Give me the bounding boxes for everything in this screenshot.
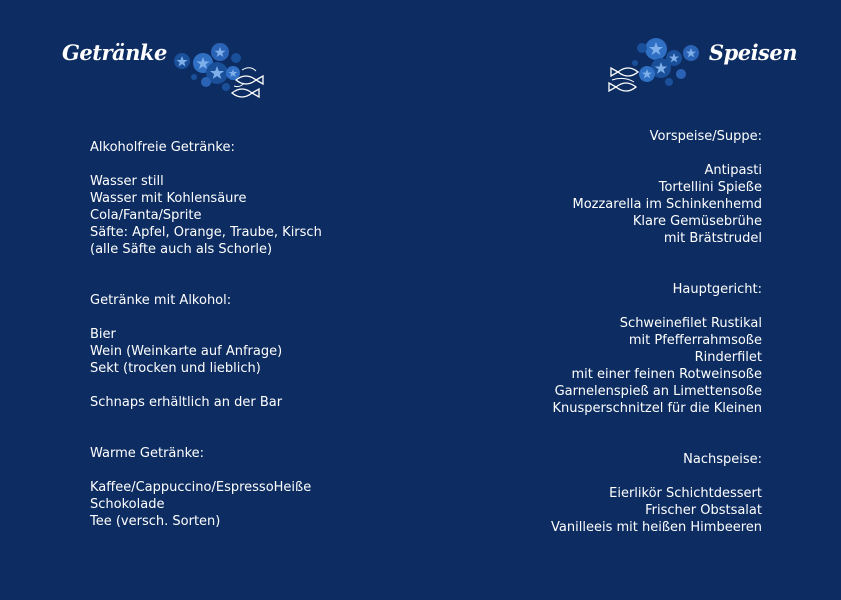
menu-item: Garnelenspieß an Limettensoße bbox=[554, 384, 762, 399]
menu-item: Bier bbox=[90, 327, 116, 342]
menu-item: Schnaps erhältlich an der Bar bbox=[90, 395, 283, 410]
menu-item: Mozzarella im Schinkenhemd bbox=[572, 197, 762, 212]
menu-item: (alle Säfte auch als Schorle) bbox=[90, 242, 273, 257]
menu-spacer bbox=[432, 247, 762, 264]
menu-item: Wein (Weinkarte auf Anfrage) bbox=[90, 344, 283, 359]
menu-section-title: Getränke mit Alkohol: bbox=[90, 293, 232, 308]
menu-spacer bbox=[90, 156, 390, 173]
menu-section-title: Hauptgericht: bbox=[672, 282, 762, 297]
menu-spacer bbox=[90, 377, 390, 394]
menu-item: Sekt (trocken und lieblich) bbox=[90, 361, 261, 376]
menu-item: Antipasti bbox=[704, 163, 762, 178]
bubbles-stars-fish-icon bbox=[170, 36, 270, 100]
food-heading: Speisen bbox=[708, 40, 797, 65]
menu-item: Säfte: Apfel, Orange, Traube, Kirsch bbox=[90, 225, 322, 240]
menu-item: mit Brätstrudel bbox=[663, 231, 762, 246]
menu-spacer bbox=[90, 462, 390, 479]
menu-spacer bbox=[90, 309, 390, 326]
menu-item: Frischer Obstsalat bbox=[645, 503, 762, 518]
menu-section-title: Vorspeise/Suppe: bbox=[649, 129, 762, 144]
menu-item: Rinderfilet bbox=[694, 350, 762, 365]
menu-item: Wasser mit Kohlensäure bbox=[90, 191, 247, 206]
menu-section-title: Alkoholfreie Getränke: bbox=[90, 140, 235, 155]
menu-spacer bbox=[90, 258, 390, 275]
menu-item: Eierlikör Schichtdessert bbox=[609, 486, 762, 501]
menu-spacer bbox=[90, 428, 390, 445]
menu-item: Tortellini Spieße bbox=[658, 180, 762, 195]
menu-spacer bbox=[432, 417, 762, 434]
menu-item: Schweinefilet Rustikal bbox=[619, 316, 762, 331]
menu-spacer bbox=[432, 264, 762, 281]
menu-spacer bbox=[90, 411, 390, 428]
bubbles-stars-fish-icon bbox=[604, 32, 704, 96]
menu-spacer bbox=[432, 298, 762, 315]
menu-item: Klare Gemüsebrühe bbox=[632, 214, 762, 229]
menu-spacer bbox=[432, 145, 762, 162]
menu-spacer bbox=[90, 275, 390, 292]
menu-spacer bbox=[432, 434, 762, 451]
drinks-list bbox=[90, 139, 390, 530]
menu-item: Tee (versch. Sorten) bbox=[90, 514, 221, 529]
drinks-heading: Getränke bbox=[62, 40, 167, 65]
menu-item: Wasser still bbox=[90, 174, 164, 189]
food-list bbox=[432, 128, 762, 536]
menu-item: Vanilleeis mit heißen Himbeeren bbox=[551, 520, 762, 535]
menu-item: Kaffee/Cappuccino/EspressoHeiße bbox=[90, 480, 312, 495]
menu-item: Cola/Fanta/Sprite bbox=[90, 208, 202, 223]
menu-item: mit Pfefferrahmsoße bbox=[628, 333, 762, 348]
menu-item: Knusperschnitzel für die Kleinen bbox=[552, 401, 762, 416]
menu-spacer bbox=[432, 468, 762, 485]
menu-section-title: Warme Getränke: bbox=[90, 446, 205, 461]
menu-section-title: Nachspeise: bbox=[683, 452, 762, 467]
menu-item: Schokolade bbox=[90, 497, 165, 512]
menu-item: mit einer feinen Rotweinsoße bbox=[571, 367, 762, 382]
